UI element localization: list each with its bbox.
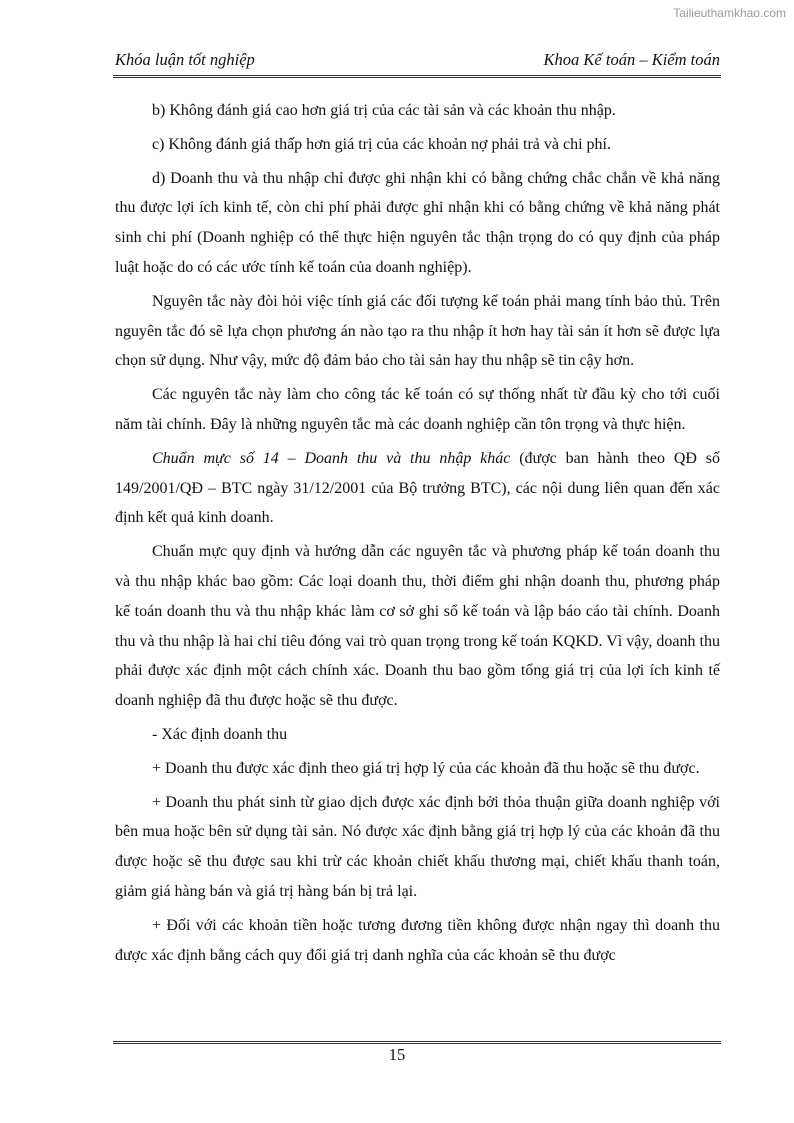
footer-rule <box>113 1041 721 1044</box>
paragraph: + Đối với các khoản tiền hoặc tương đương tiền không được nhận ngay thì doanh thu được xác định bằng cách quy đổi giá trị danh nghĩa của các khoản sẽ thu được <box>115 916 720 964</box>
standard-paragraph <box>115 444 720 533</box>
page-number: 15 <box>388 1045 406 1064</box>
standard-title: Chuẩn mực số 14 – Doanh thu và thu nhập khác <box>152 449 511 467</box>
paragraph: Chuẩn mực quy định và hướng dẫn các nguyên tắc và phương pháp kế toán doanh thu và thu nhập khác bao gồm: Các loại doanh thu, thời điểm ghi nhận doanh thu, phương pháp kế toán doanh thu và thu nhập khác làm cơ sở ghi sổ kế toán và lập báo cáo tài chính. Doanh thu và thu nhập là hai chỉ tiêu đóng vai trò quan trọng trong kế toán KQKD. Vì vậy, doanh thu phải được xác định một cách chính xác. Doanh thu bao gồm tổng giá trị của lợi ích kinh tế doanh nghiệp đã thu được hoặc sẽ thu được. <box>115 543 720 710</box>
paragraph: + Doanh thu được xác định theo giá trị hợp lý của các khoản đã thu hoặc sẽ thu được. <box>152 759 700 777</box>
header-rule <box>113 75 721 78</box>
paragraph: - Xác định doanh thu <box>152 725 288 743</box>
page-header <box>115 50 720 72</box>
watermark: Tailieuthamkhao.com <box>673 6 786 20</box>
page-body <box>115 96 720 974</box>
header-left-title: Khóa luận tốt nghiệp <box>115 50 255 69</box>
paragraph: c) Không đánh giá thấp hơn giá trị của các khoản nợ phải trả và chi phí. <box>152 135 611 153</box>
paragraph: Các nguyên tắc này làm cho công tác kế toán có sự thống nhất từ đầu kỳ cho tới cuối năm tài chính. Đây là những nguyên tắc mà các doanh nghiệp cần tôn trọng và thực hiện. <box>115 386 720 433</box>
standard-description: (được ban hành theo QĐ số 149/2001/QĐ – BTC ngày 31/12/2001 của Bộ trưởng BTC), các nội dung liên quan đến xác định kết quả kinh doanh. <box>115 449 720 527</box>
paragraph: Nguyên tắc này đòi hỏi việc tính giá các đối tượng kế toán phải mang tính bảo thủ. Trên nguyên tắc đó sẽ lựa chọn phương án nào tạo ra thu nhập ít hơn hay tài sản ít hơn sẽ được lựa chọn sử dụng. Như vậy, mức độ đảm bảo cho tài sản hay thu nhập sẽ tin cậy hơn. <box>115 292 720 370</box>
paragraph: d) Doanh thu và thu nhập chỉ được ghi nhận khi có bằng chứng chắc chắn về khả năng thu được lợi ích kinh tế, còn chi phí phải được ghi nhận khi có bằng chứng về khả năng phát sinh chi phí (Doanh nghiệp có thể thực hiện nguyên tắc thận trọng do có quy định của pháp luật hoặc do có các ước tính kế toán của doanh nghiệp). <box>115 169 720 276</box>
paragraph: + Doanh thu phát sinh từ giao dịch được xác định bởi thỏa thuận giữa doanh nghiệp với bên mua hoặc bên sử dụng tài sản. Nó được xác định bằng giá trị hợp lý của các khoản đã thu được hoặc sẽ thu được sau khi trừ các khoản chiết khấu thương mại, chiết khấu thanh toán, giảm giá hàng bán và giá trị hàng bán bị trả lại. <box>115 793 720 900</box>
header-right-title: Khoa Kế toán – Kiểm toán <box>543 50 720 69</box>
paragraph: b) Không đánh giá cao hơn giá trị của các tài sản và các khoản thu nhập. <box>152 102 616 119</box>
